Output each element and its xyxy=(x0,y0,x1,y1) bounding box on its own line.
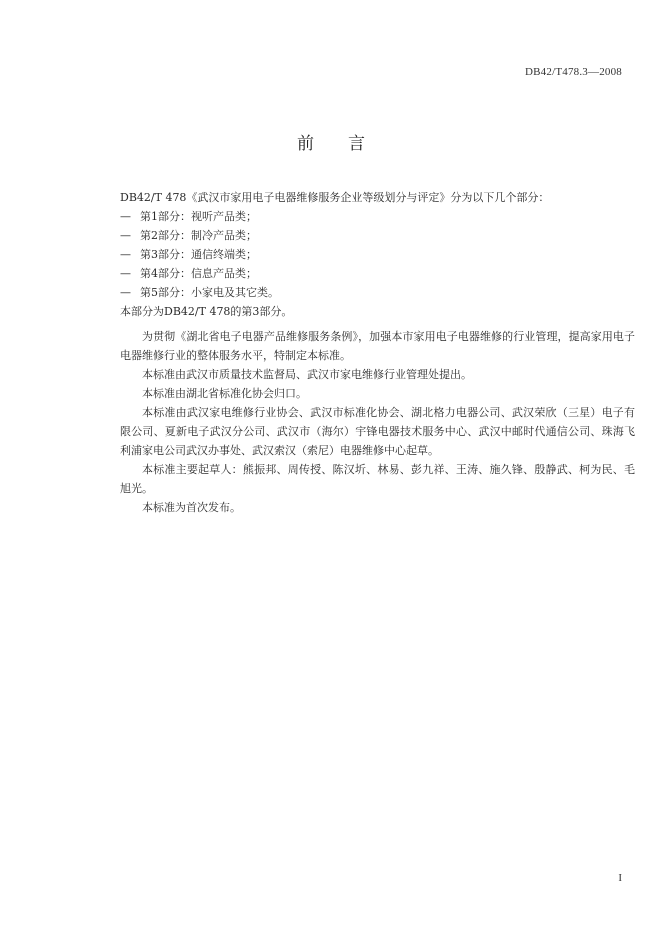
paragraph: 本标准由湖北省标准化协会归口。 xyxy=(142,387,307,400)
part-list-item: — 第3部分：通信终端类； xyxy=(120,248,257,261)
part-list-item: — 第5部分：小家电及其它类。 xyxy=(120,286,279,299)
paragraph: 本标准为首次发布。 xyxy=(142,501,241,514)
document-code: DB42/T478.3—2008 xyxy=(524,66,622,78)
foreword-paragraphs xyxy=(120,327,635,517)
part-list-item: — 第1部分：视听产品类； xyxy=(120,210,257,223)
paragraph: 本标准主要起草人：熊振邦、周传授、陈汉圻、林易、彭九祥、王涛、施久锋、殷静武、柯为民、毛旭光。 xyxy=(120,463,635,495)
paragraph: 本标准由武汉家电维修行业协会、武汉市标准化协会、湖北格力电器公司、武汉荣欣（三星）电子有限公司、夏新电子武汉分公司、武汉市（海尔）宇锋电器技术服务中心、武汉中邮时代通信公司、珠海飞利浦家电公司武汉办事处、武汉索汉（索尼）电器维修中心起草。 xyxy=(120,406,635,457)
part-list-item: — 第4部分：信息产品类； xyxy=(120,267,257,280)
page-title: 前言 xyxy=(297,134,399,154)
paragraph: 为贯彻《湖北省电子电器产品维修服务条例》，加强本市家用电子电器维修的行业管理，提高家用电子电器维修行业的整体服务水平，特制定本标准。 xyxy=(120,330,635,362)
page-number: I xyxy=(618,872,622,884)
part-list-item: — 第2部分：制冷产品类； xyxy=(120,229,257,242)
paragraph: 本标准由武汉市质量技术监督局、武汉市家电维修行业管理处提出。 xyxy=(142,368,472,381)
intro-section xyxy=(120,188,635,321)
intro-lead: DB42/T 478《武汉市家用电子电器维修服务企业等级划分与评定》分为以下几个部分： xyxy=(120,191,550,204)
intro-tail: 本部分为DB42/T 478的第3部分。 xyxy=(120,305,293,318)
